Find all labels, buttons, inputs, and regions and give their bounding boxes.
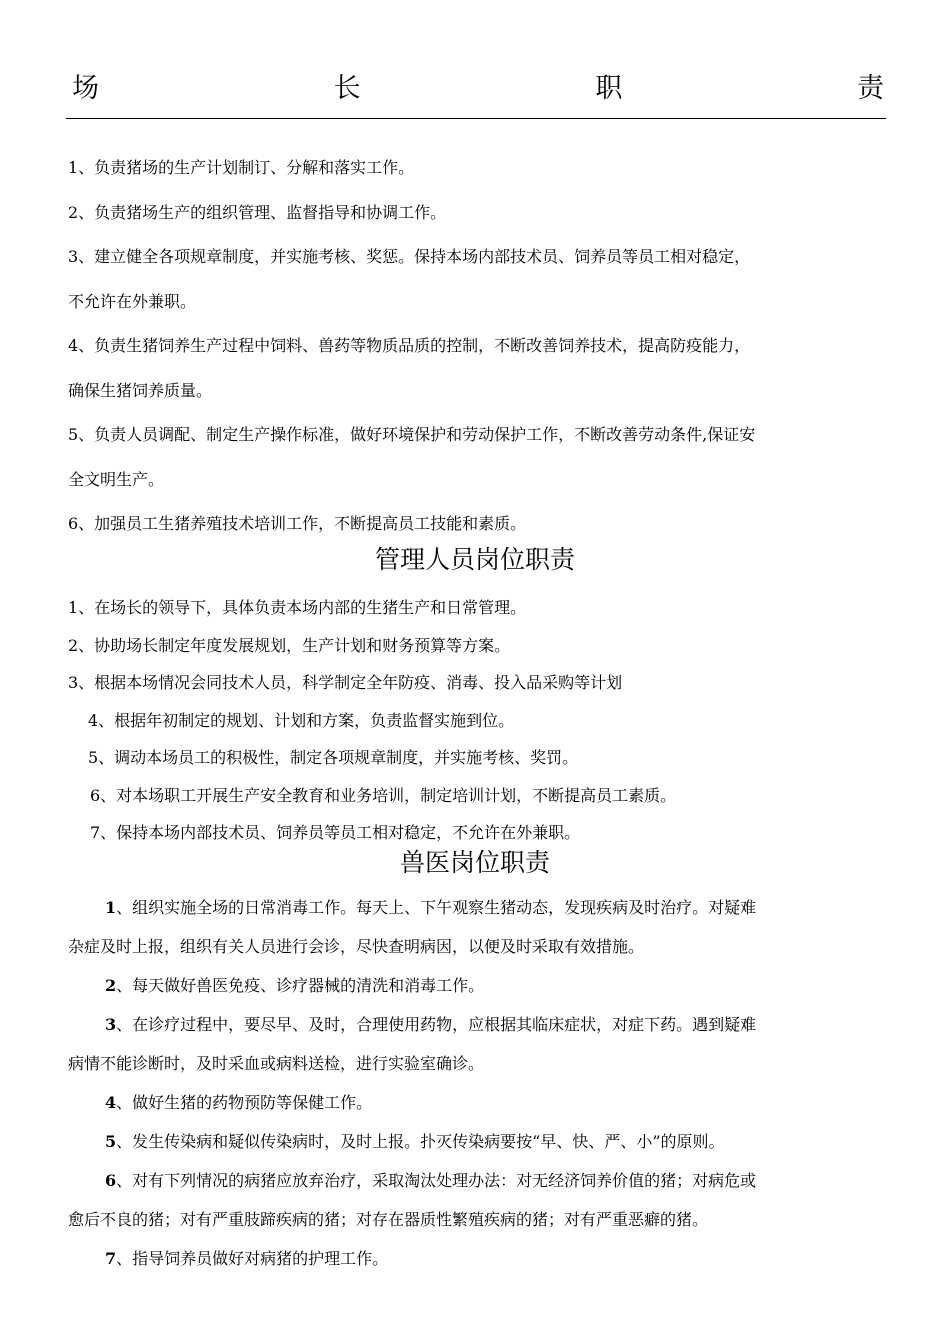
section-heading-veterinarian: 兽医岗位职责	[399, 848, 550, 877]
duty-line: 2、协助场长制定年度发展规划，生产计划和财务预算等方案。	[68, 635, 511, 655]
title-char: 责	[856, 72, 884, 104]
duty-line	[68, 1205, 884, 1244]
item-number: 6	[105, 1171, 117, 1190]
item-text: 、发生传染病和疑似传染病时，及时上报。扑灭传染病要按“早、快、严、小”的原则。	[116, 1132, 725, 1151]
duty-line	[68, 1049, 884, 1088]
item-text: 、对有下列情况的病猪应放弃治疗，采取淘汰处理办法：对无经济饲养价值的猪；对病危或	[116, 1171, 757, 1190]
title-underline	[66, 118, 886, 119]
duty-line	[68, 932, 884, 971]
item-number: 3	[105, 1015, 117, 1034]
duty-line: 1、在场长的领导下，具体负责本场内部的生猪生产和日常管理。	[68, 598, 527, 617]
item-text: 、指导饲养员做好对病猪的护理工作。	[116, 1249, 389, 1268]
item-number: 2	[105, 976, 117, 995]
duty-line	[68, 1088, 884, 1127]
item-number: 1	[105, 898, 117, 917]
duty-line: 2、负责猪场生产的组织管理、监督指导和协调工作。	[68, 202, 447, 222]
duty-line: 5、负责人员调配、制定生产操作标准，做好环境保护和劳动保护工作，不断改善劳动条件,保证安	[68, 425, 756, 444]
duty-line	[68, 1244, 884, 1283]
section-veterinarian-duties	[68, 893, 884, 1283]
duty-line: 4、根据年初制定的规划、计划和方案，负责监督实施到位。	[88, 710, 515, 730]
duty-line: 不允许在外兼职。	[68, 291, 197, 311]
item-number: 4	[105, 1093, 117, 1112]
item-text: 病情不能诊断时，及时采血或病料送检，进行实验室确诊。	[68, 1054, 485, 1073]
section-farm-manager-duties	[68, 154, 884, 555]
duty-line: 全文明生产。	[68, 469, 165, 489]
title-char: 场	[72, 72, 99, 104]
duty-line	[68, 893, 884, 932]
item-text: 愈后不良的猪；对有严重肢蹄疾病的猪；对存在器质性繁殖疾病的猪；对有严重恶癖的猪。	[68, 1210, 709, 1229]
duty-line: 5、调动本场员工的积极性，制定各项规章制度，并实施考核、奖罚。	[88, 748, 579, 767]
title-char: 职	[595, 72, 623, 104]
duty-line: 1、负责猪场的生产计划制订、分解和落实工作。	[68, 158, 415, 177]
item-text: 杂症及时上报，组织有关人员进行会诊，尽快查明病因，以便及时采取有效措施。	[68, 937, 645, 956]
page-title	[72, 62, 884, 108]
section-management-duties	[68, 594, 884, 857]
duty-line	[68, 971, 884, 1010]
duty-line: 3、建立健全各项规章制度，并实施考核、奖惩。保持本场内部技术员、饲养员等员工相对稳定，	[68, 247, 751, 266]
item-text: 、每天做好兽医免疫、诊疗器械的清洗和消毒工作。	[116, 976, 485, 995]
item-number: 5	[105, 1132, 117, 1151]
item-text: 、在诊疗过程中，要尽早、及时，合理使用药物，应根据其临床症状，对症下药。遇到疑难	[116, 1015, 757, 1034]
item-text: 、做好生猪的药物预防等保健工作。	[116, 1093, 373, 1112]
section-heading-management: 管理人员岗位职责	[374, 545, 575, 574]
duty-line: 确保生猪饲养质量。	[68, 380, 213, 400]
title-char: 长	[333, 72, 361, 104]
duty-line: 4、负责生猪饲养生产过程中饲料、兽药等物质品质的控制，不断改善饲养技术，提高防疫能力，	[68, 336, 751, 355]
duty-line: 6、加强员工生猪养殖技术培训工作，不断提高员工技能和素质。	[68, 514, 527, 533]
item-text: 、组织实施全场的日常消毒工作。每天上、下午观察生猪动态，发现疾病及时治疗。对疑难	[116, 898, 757, 917]
item-number: 7	[105, 1249, 117, 1268]
duty-line	[68, 1127, 884, 1166]
duty-line: 6、对本场职工开展生产安全教育和业务培训，制定培训计划，不断提高员工素质。	[90, 785, 677, 805]
duty-line: 3、根据本场情况会同技术人员，科学制定全年防疫、消毒、投入品采购等计划	[68, 673, 623, 692]
duty-line	[68, 1166, 884, 1205]
duty-line: 7、保持本场内部技术员、饲养员等员工相对稳定，不允许在外兼职。	[90, 823, 581, 842]
duty-line	[68, 1010, 884, 1049]
